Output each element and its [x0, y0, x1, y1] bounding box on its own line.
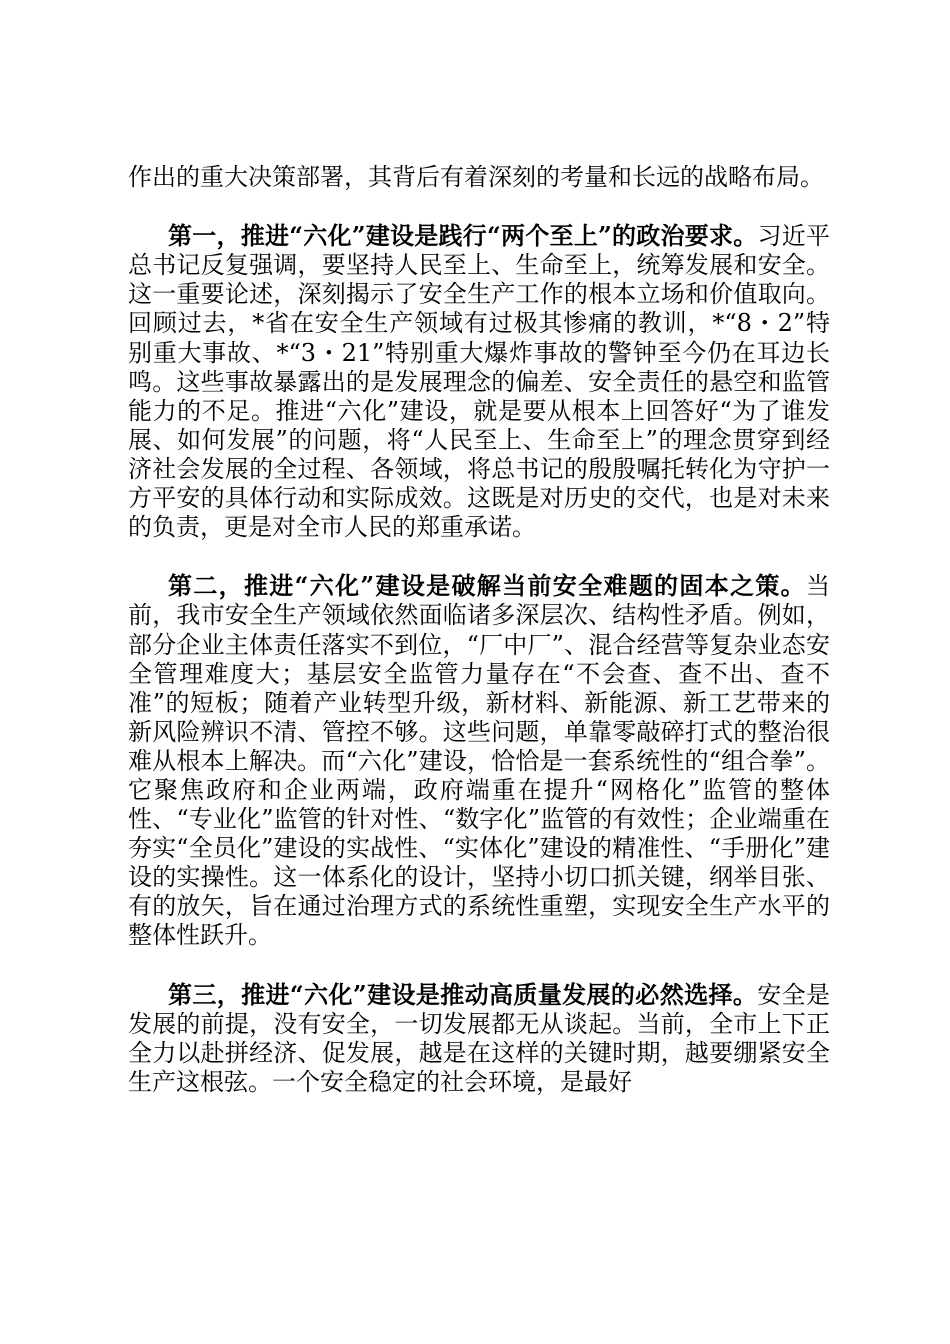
paragraph-text: 安全是发展的前提，没有安全，一切发展都无从谈起。当前，全市上下正全力以赴拼经济、促发展，越是在这样的关键时期，越要绷紧安全生产这根弦。一个安全稳定的社会环境，是最好: [128, 980, 831, 1096]
paragraph-lead-heading: 第一，推进“六化”建设是践行“两个至上”的政治要求。: [168, 221, 758, 251]
paragraph-text: 当前，我市安全生产领域依然面临诸多深层次、结构性矛盾。例如，部分企业主体责任落实不到位，“厂中厂”、混合经营等复杂业态安全管理难度大；基层安全监管力量存在“不会查、查不出、查不准”的短板；随着产业转型升级，新材料、新能源、新工艺带来的新风险辨识不清、管控不够。这些问题，单靠零敲碎打式的整治很难从根本上解决。而“六化”建设，恰恰是一套系统性的“组合拳”。它聚焦政府和企业两端，政府端重在提升“网格化”监管的整体性、“专业化”监管的针对性、“数字化”监管的有效性；企业端重在夯实“全员化”建设的实战性、“实体化”建设的精准性、“手册化”建设的实操性。这一体系化的设计，坚持小切口抓关键，纲举目张、有的放矢，旨在通过治理方式的系统性重塑，实现安全生产水平的整体性跃升。: [128, 572, 830, 950]
paragraph-text: 习近平总书记反复强调，要坚持人民至上、生命至上，统筹发展和安全。这一重要论述，深刻揭示了安全生产工作的根本立场和价值取向。回顾过去，*省在安全生产领域有过极其惨痛的教训，*“8・2”特别重大事故、*“3・21”特别重大爆炸事故的警钟至今仍在耳边长鸣。这些事故暴露出的是发展理念的偏差、安全责任的悬空和监管能力的不足。推进“六化”建设，就是要从根本上回答好“为了谁发展、如何发展”的问题，将“人民至上、生命至上”的理念贯穿到经济社会发展的全过程、各领域，将总书记的殷殷嘱托转化为守护一方平安的具体行动和实际成效。这既是对历史的交代，也是对未来的负责，更是对全市人民的郑重承诺。: [128, 222, 830, 542]
paragraph-intro-continuation: [128, 163, 830, 192]
paragraph-lead-heading: 第二，推进“六化”建设是破解当前安全难题的固本之策。: [168, 571, 806, 601]
document-body: [128, 163, 830, 1126]
paragraph-third-point: [128, 980, 830, 1097]
paragraph-first-point: [128, 221, 830, 542]
paragraph-lead-heading: 第三，推进“六化”建设是推动高质量发展的必然选择。: [168, 979, 758, 1009]
paragraph-second-point: [128, 571, 830, 950]
paragraph-text: 作出的重大决策部署，其背后有着深刻的考量和长远的战略布局。: [128, 163, 824, 191]
